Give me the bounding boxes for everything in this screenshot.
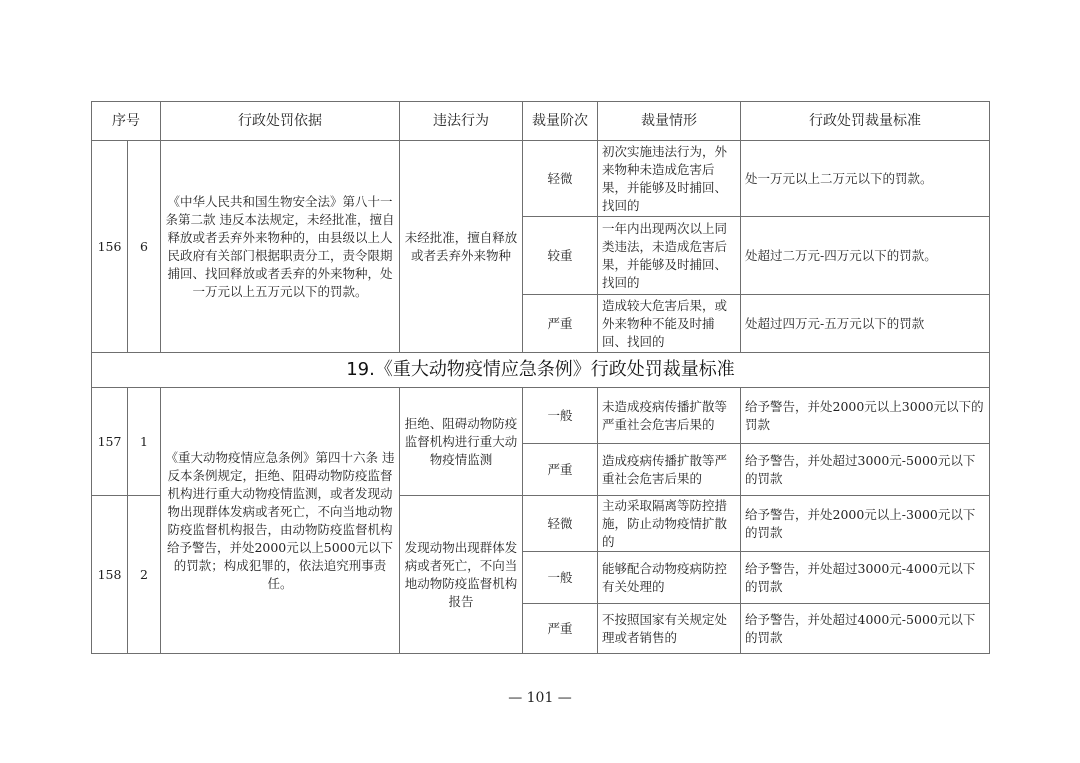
situation-cell: 主动采取隔离等防控措施，防止动物疫情扩散的 xyxy=(598,496,741,552)
table-row xyxy=(92,141,990,217)
standard-cell: 处超过二万元-四万元以下的罚款。 xyxy=(741,217,990,295)
row-number: 158 xyxy=(92,496,128,654)
page-number: — 101 — xyxy=(508,690,572,706)
standard-cell: 给予警告，并处超过3000元-5000元以下的罚款 xyxy=(741,444,990,496)
level-cell: 轻微 xyxy=(523,141,598,217)
row-number: 157 xyxy=(92,388,128,496)
situation-cell: 造成较大危害后果，或外来物种不能及时捕回、找回的 xyxy=(598,295,741,353)
violation-act: 发现动物出现群体发病或者死亡，不向当地动物防疫监督机构报告 xyxy=(400,496,523,654)
level-cell: 较重 xyxy=(523,217,598,295)
penalty-basis: 《重大动物疫情应急条例》第四十六条 违反本条例规定，拒绝、阻碍动物防疫监督机构进行重大动物疫情监测，或者发现动物出现群体发病或者死亡，不向当地动物防疫监督机构报告，由动物防疫监督机构给予警告，并处2000元以上5000元以下的罚款；构成犯罪的，依法追究刑事责任。 xyxy=(161,388,400,654)
violation-act: 未经批准，擅自释放或者丢弃外来物种 xyxy=(400,141,523,353)
situation-cell: 一年内出现两次以上同类违法，未造成危害后果，并能够及时捕回、找回的 xyxy=(598,217,741,295)
standard-cell: 给予警告，并处超过3000元-4000元以下的罚款 xyxy=(741,552,990,604)
standard-cell: 给予警告，并处2000元以上3000元以下的罚款 xyxy=(741,388,990,444)
section-title-row xyxy=(92,353,990,388)
header-standard: 行政处罚裁量标准 xyxy=(741,102,990,141)
header-basis: 行政处罚依据 xyxy=(161,102,400,141)
situation-cell: 能够配合动物疫病防控有关处理的 xyxy=(598,552,741,604)
standard-cell: 处超过四万元-五万元以下的罚款 xyxy=(741,295,990,353)
situation-cell: 不按照国家有关规定处理或者销售的 xyxy=(598,604,741,654)
section-title: 19.《重大动物疫情应急条例》行政处罚裁量标准 xyxy=(92,353,990,388)
level-cell: 严重 xyxy=(523,444,598,496)
header-act: 违法行为 xyxy=(400,102,523,141)
standard-cell: 给予警告，并处超过4000元-5000元以下的罚款 xyxy=(741,604,990,654)
standard-cell: 处一万元以上二万元以下的罚款。 xyxy=(741,141,990,217)
level-cell: 严重 xyxy=(523,604,598,654)
violation-act: 拒绝、阻碍动物防疫监督机构进行重大动物疫情监测 xyxy=(400,388,523,496)
penalty-basis: 《中华人民共和国生物安全法》第八十一条第二款 违反本法规定，未经批准，擅自释放或者丢弃外来物种的，由县级以上人民政府有关部门根据职责分工，责令限期捕回、找回释放或者丢弃的外来物种，处一万元以上五万元以下的罚款。 xyxy=(161,141,400,353)
situation-cell: 未造成疫病传播扩散等严重社会危害后果的 xyxy=(598,388,741,444)
header-level: 裁量阶次 xyxy=(523,102,598,141)
standard-cell: 给予警告，并处2000元以上-3000元以下的罚款 xyxy=(741,496,990,552)
penalty-standard-table xyxy=(91,101,990,654)
row-sub-number: 1 xyxy=(128,388,161,496)
header-seq: 序号 xyxy=(92,102,161,141)
row-sub-number: 2 xyxy=(128,496,161,654)
level-cell: 严重 xyxy=(523,295,598,353)
situation-cell: 初次实施违法行为，外来物种未造成危害后果，并能够及时捕回、找回的 xyxy=(598,141,741,217)
level-cell: 一般 xyxy=(523,552,598,604)
table-header-row xyxy=(92,102,990,141)
level-cell: 轻微 xyxy=(523,496,598,552)
table-row xyxy=(92,388,990,444)
row-number: 156 xyxy=(92,141,128,353)
row-sub-number: 6 xyxy=(128,141,161,353)
situation-cell: 造成疫病传播扩散等严重社会危害后果的 xyxy=(598,444,741,496)
level-cell: 一般 xyxy=(523,388,598,444)
header-situation: 裁量情形 xyxy=(598,102,741,141)
